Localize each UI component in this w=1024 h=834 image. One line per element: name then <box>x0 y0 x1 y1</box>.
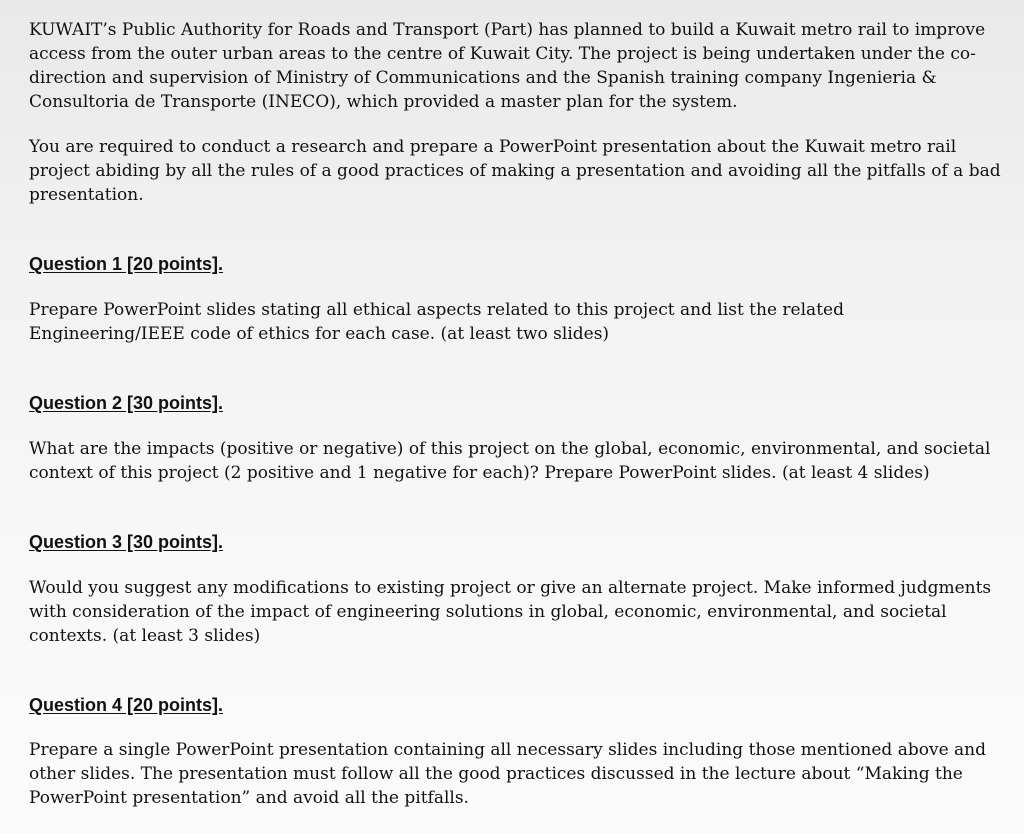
question-3-heading: Question 3 [30 points]. <box>29 532 224 552</box>
intro-paragraph-2: You are required to conduct a research and prepare a PowerPoint presentation about the Kuwait metro rail project abiding by all the rules of a good practices of making a presentation and avoiding all the pitfalls of a bad presentation. <box>29 137 1001 205</box>
question-4-text: Prepare a single PowerPoint presentation containing all necessary slides including those mentioned above and other slides. The presentation must follow all the good practices discussed in the lecture about “Making the PowerPoint presentation” and avoid all the pitfalls. <box>29 740 987 808</box>
question-3-text: Would you suggest any modifications to existing project or give an alternate project. Make informed judgments with consideration of the impact of engineering solutions in global, economic, environmental, and societal contexts. (at least 3 slides) <box>29 578 992 646</box>
question-1-heading: Question 1 [20 points]. <box>29 254 224 274</box>
question-1-text: Prepare PowerPoint slides stating all ethical aspects related to this project and list the related Engineering/IEEE code of ethics for each case. (at least two slides) <box>29 300 844 344</box>
intro-paragraph-1: KUWAIT’s Public Authority for Roads and Transport (Part) has planned to build a Kuwait metro rail to improve access from the outer urban areas to the centre of Kuwait City. The project is being undertaken under the co-direction and supervision of Ministry of Communications and the Spanish training company Ingenieria & Consultoria de Transporte (INECO), which provided a master plan for the system. <box>29 20 986 112</box>
question-2-text: What are the impacts (positive or negative) of this project on the global, economic, environmental, and societal context of this project (2 positive and 1 negative for each)? Prepare PowerPoint slides. (at least 4 slides) <box>29 439 991 483</box>
question-4-heading: Question 4 [20 points]. <box>29 695 224 715</box>
question-2-heading: Question 2 [30 points]. <box>29 393 224 413</box>
